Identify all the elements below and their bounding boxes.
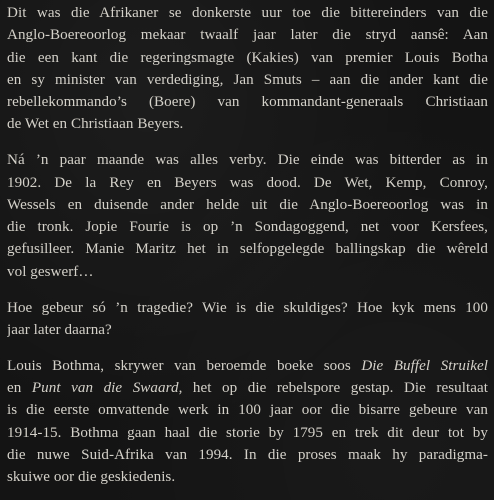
book-title-swaard: Punt van die Swaard [21,379,179,396]
text-run: , het op die rebelspore gestap. Die resultaat [178,379,488,396]
text-line: die nuwe Suid-Afrika van 1994. In die proses maak hy paradigma- [7,446,488,463]
paragraph-3 [7,297,488,342]
text-line: is die eerste omvattende werk in 100 jaar oor die bisarre gebeure van [7,402,488,419]
text-line: Hoe gebeur só ’n tragedie? Wie is die skuldiges? Hoe kyk mens 100 [7,299,488,316]
text-line: Wessels en duisende ander helde uit die Anglo-Boereoorlog was in [7,196,488,213]
text-line: die tronk. Jopie Fourie is op ’n Sondagoggend, net voor Kersfees, [7,219,488,236]
text-line [7,377,488,399]
text-line: 1902. De la Rey en Beyers was dood. De Wet, Kemp, Conroy, [7,174,488,191]
text-line [7,355,488,377]
text-run: en [7,379,22,396]
text-run: Louis Bothma, skrywer van beroemde boeke soos [7,357,362,374]
paragraph-1 [7,2,488,136]
text-line: Anglo-Boereoorlog mekaar twaalf jaar later die stryd aansê: Aan [7,27,488,44]
text-line: skuiwe oor die geskiedenis. [7,469,176,486]
text-line: jaar later daarna? [7,321,112,338]
text-line: 1914-15. Bothma gaan haal die storie by 1795 en trek dit deur tot by [7,424,488,441]
paragraph-4 [7,355,488,489]
text-line: Ná ’n paar maande was alles verby. Die einde was bitterder as in [7,152,488,169]
text-line: en sy minister van verdediging, Jan Smuts – aan die ander kant die [7,71,488,88]
text-line: die een kant die regeringsmagte (Kakies) van premier Louis Botha [7,49,488,66]
text-line: vol geswerf… [7,263,94,280]
text-line: de Wet en Christiaan Beyers. [7,116,184,133]
text-line: gefusilleer. Manie Maritz het in selfopgelegde ballingskap die wêreld [7,241,488,258]
text-line: Dit was die Afrikaner se donkerste uur toe die bittereinders van die [7,5,488,21]
text-line: rebellekommando’s (Boere) van kommandant-generaals Christiaan [7,94,488,111]
book-title-buffel: Die Buffel Struikel [361,357,488,374]
paragraph-2 [7,149,488,283]
